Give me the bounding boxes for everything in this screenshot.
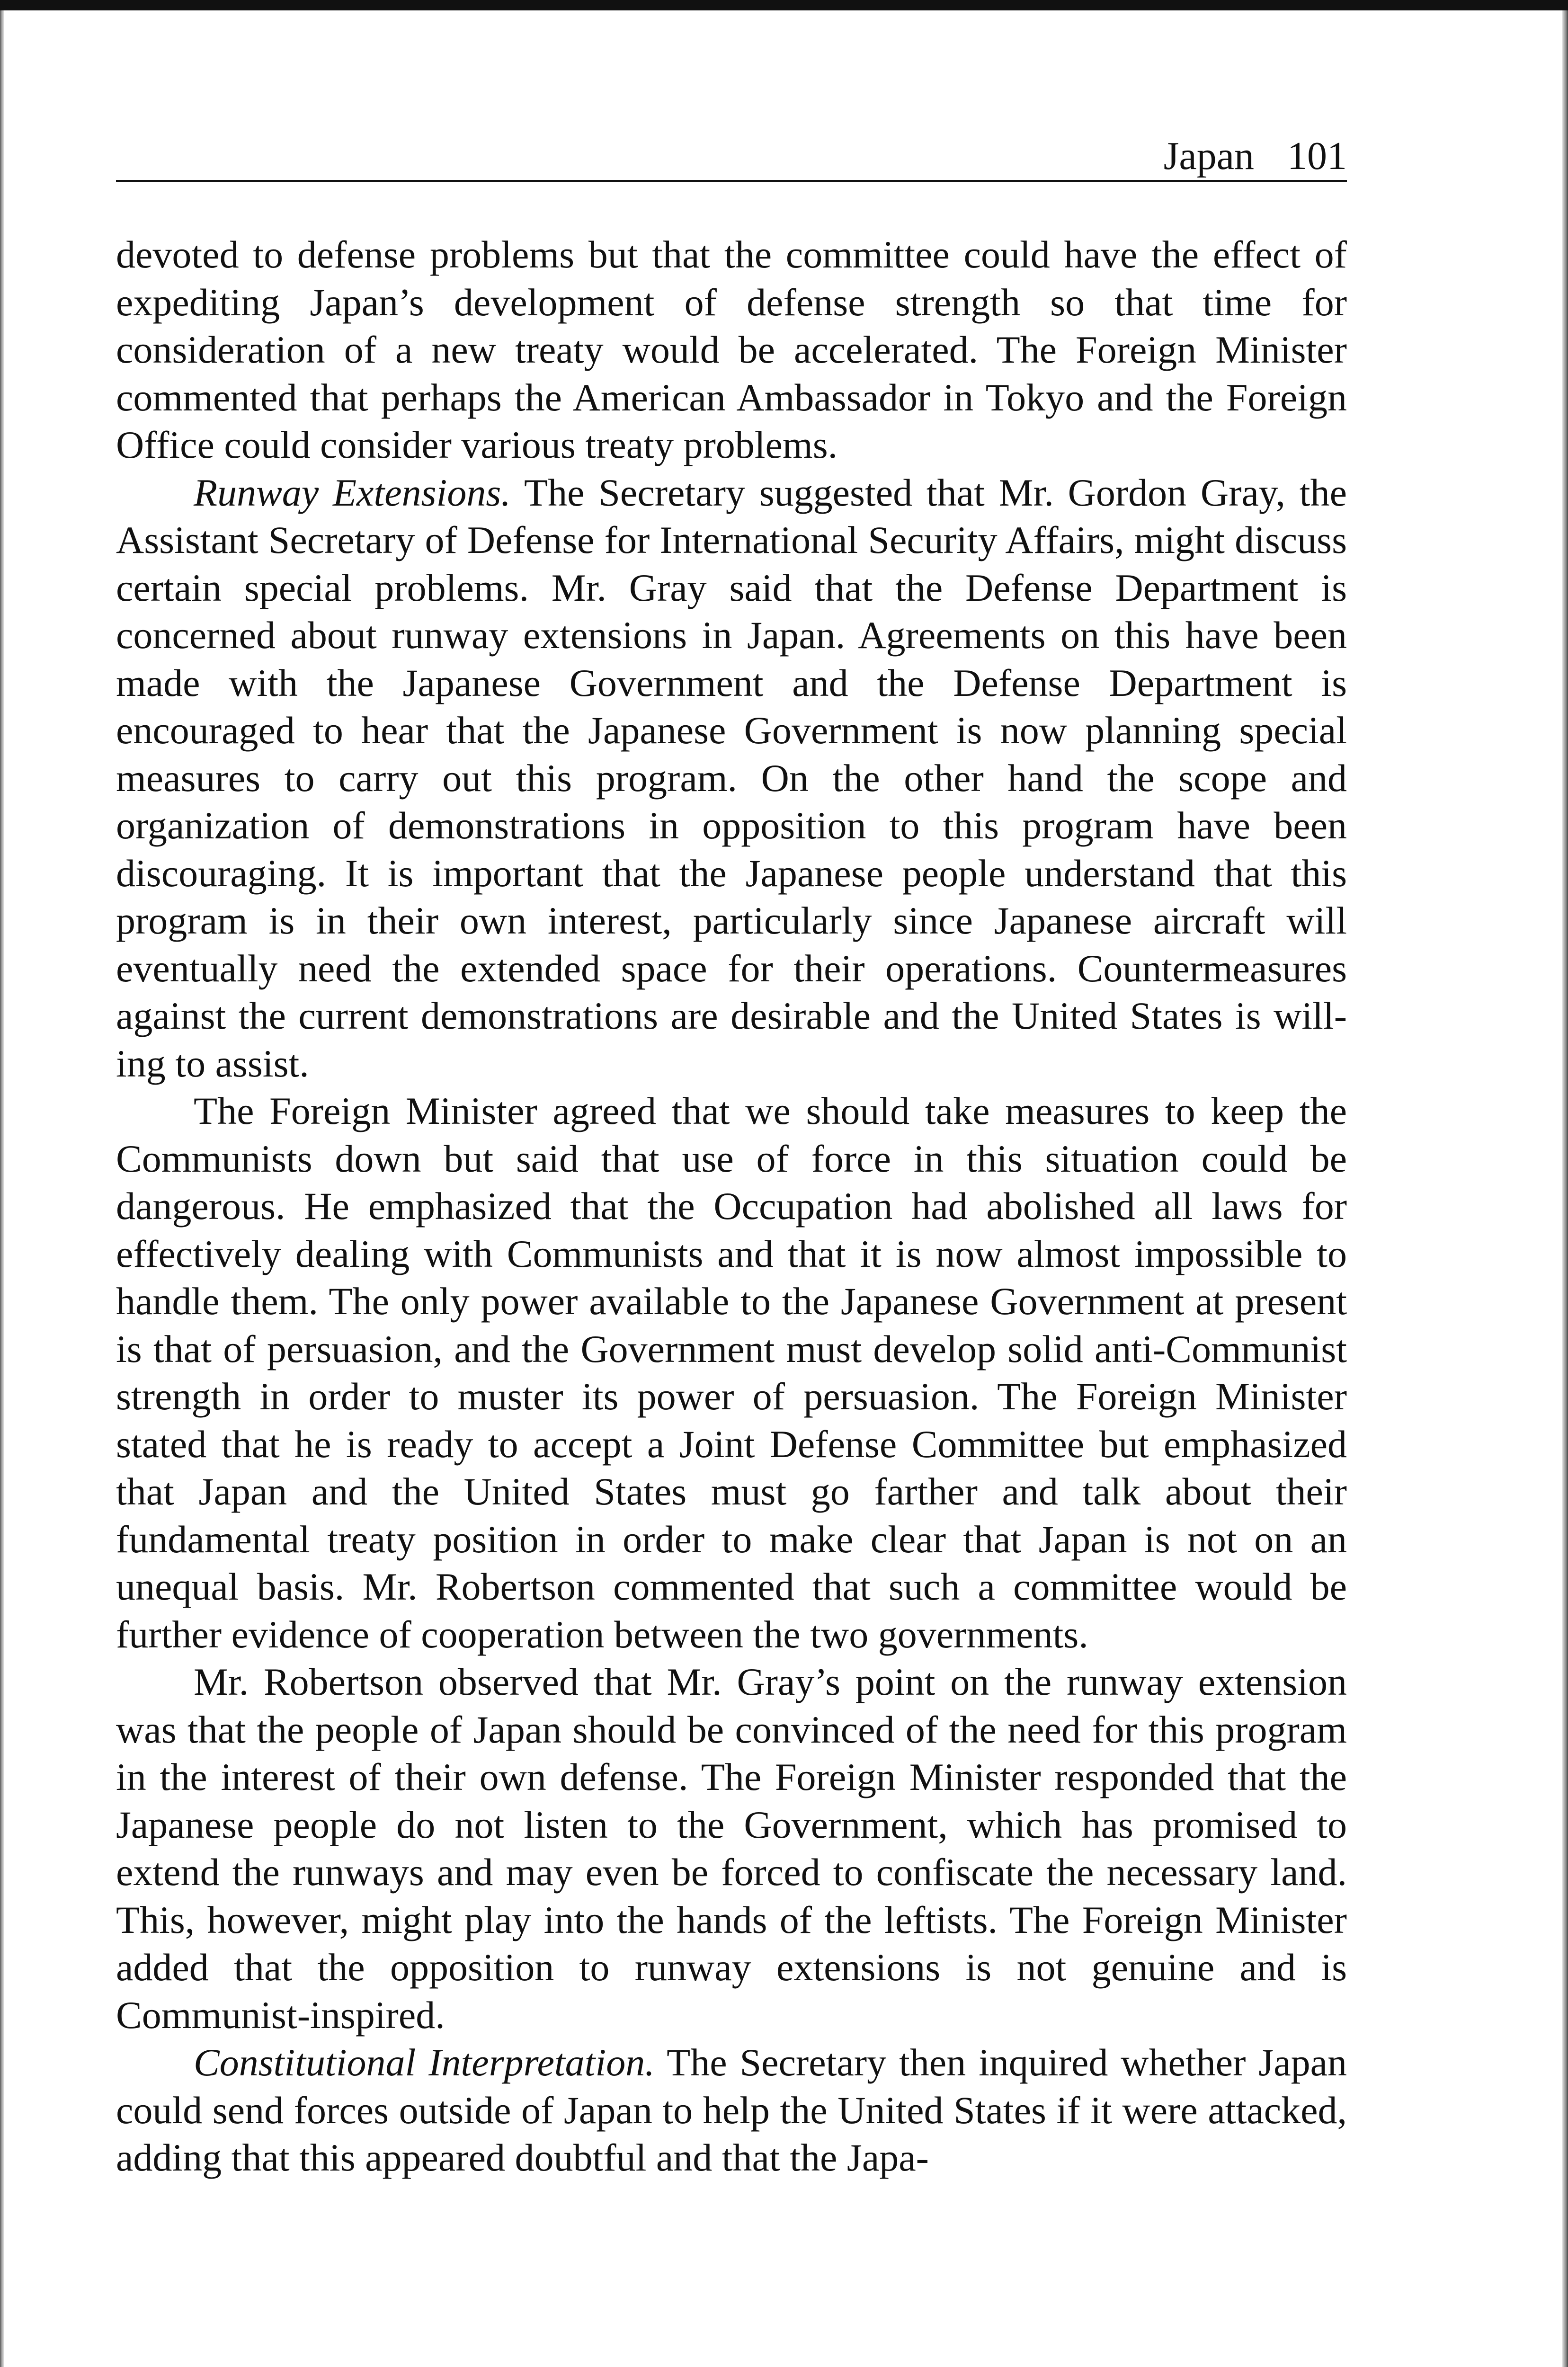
paragraph-text: devoted to defense problems but that the committee could have the effect of expediting Japan’s development of defense strength so that time for consideration of a new treaty would be accelerated. The Foreign Minister commented that perhaps the American Ambassador in Tokyo and the Foreign Office could consider various treaty problems.: [116, 233, 1347, 466]
paragraph-foreign-minister-agreed: [116, 1087, 1347, 1658]
page-right-edge: [1562, 10, 1568, 2367]
paragraph-text: The Foreign Minister agreed that we should take measures to keep the Communists down but said that use of force in this situation could be dangerous. He emphasized that the Occupation had abolished all laws for effectively dealing with Communists and that it is now almost impossible to handle them. The only power available to the Japanese Government at present is that of persuasion, and the Government must develop solid anti-Communist strength in order to muster its power of persuasion. The Foreign Minister stated that he is ready to accept a Joint Defense Committee but emphasized that Japan and the United States must go farther and talk about their fundamental treaty position in order to make clear that Japan is not on an unequal basis. Mr. Robertson commented that such a committee would be further evidence of cooperation between the two governments.: [116, 1089, 1347, 1656]
header-text: [1164, 136, 1347, 176]
paragraph-runway-extensions: [116, 469, 1347, 1088]
paragraph-heading: Runway Extensions.: [194, 471, 511, 514]
running-title: Japan: [1163, 134, 1254, 178]
paragraph-constitutional-interpretation: [116, 2039, 1347, 2182]
paragraph-text: The Secretary suggested that Mr. Gordon Gray, the Assistant Secretary of Defense for International Security Affairs, might discuss certain special problems. Mr. Gray said that the Defense Department is concerned about runway extensions in Japan. Agreements on this have been made with the Japanese Government and the Defense Department is encouraged to hear that the Japanese Government is now planning special measures to carry out this program. On the other hand the scope and organization of demonstrations in opposition to this program have been discouraging. It is important that the Japanese people understand that this program is in their own interest, particularly since Japanese aircraft will eventually need the extended space for their operations. Countermeasures against the current demonstrations are desirable and the United States is willing to assist.: [116, 471, 1347, 1085]
paragraph-text: Mr. Robertson observed that Mr. Gray’s point on the runway extension was that the people of Japan should be convinced of the need for this program in the interest of their own defense. The Foreign Minister responded that the Japanese people do not listen to the Government, which has promised to extend the runways and may even be forced to confiscate the necessary land. This, however, might play into the hands of the leftists. The Foreign Minister added that the opposition to runway extensions is not genuine and is Communist-inspired.: [116, 1660, 1347, 2037]
paragraph-heading: Constitutional Interpretation.: [194, 2041, 655, 2084]
paragraph-robertson-observed: [116, 1658, 1347, 2039]
paragraph-continuation: [116, 231, 1347, 469]
body-text: [116, 231, 1347, 2182]
page-header: [116, 128, 1347, 182]
page-number: 101: [1287, 134, 1347, 178]
page-top-edge: [0, 0, 1568, 10]
paragraph-text: The Secretary then inquired whether Japan could send forces outside of Japan to help the United States if it were attacked, adding that this appeared doubtful and that the Japa-: [116, 2041, 1347, 2179]
page-left-edge: [0, 10, 4, 2367]
